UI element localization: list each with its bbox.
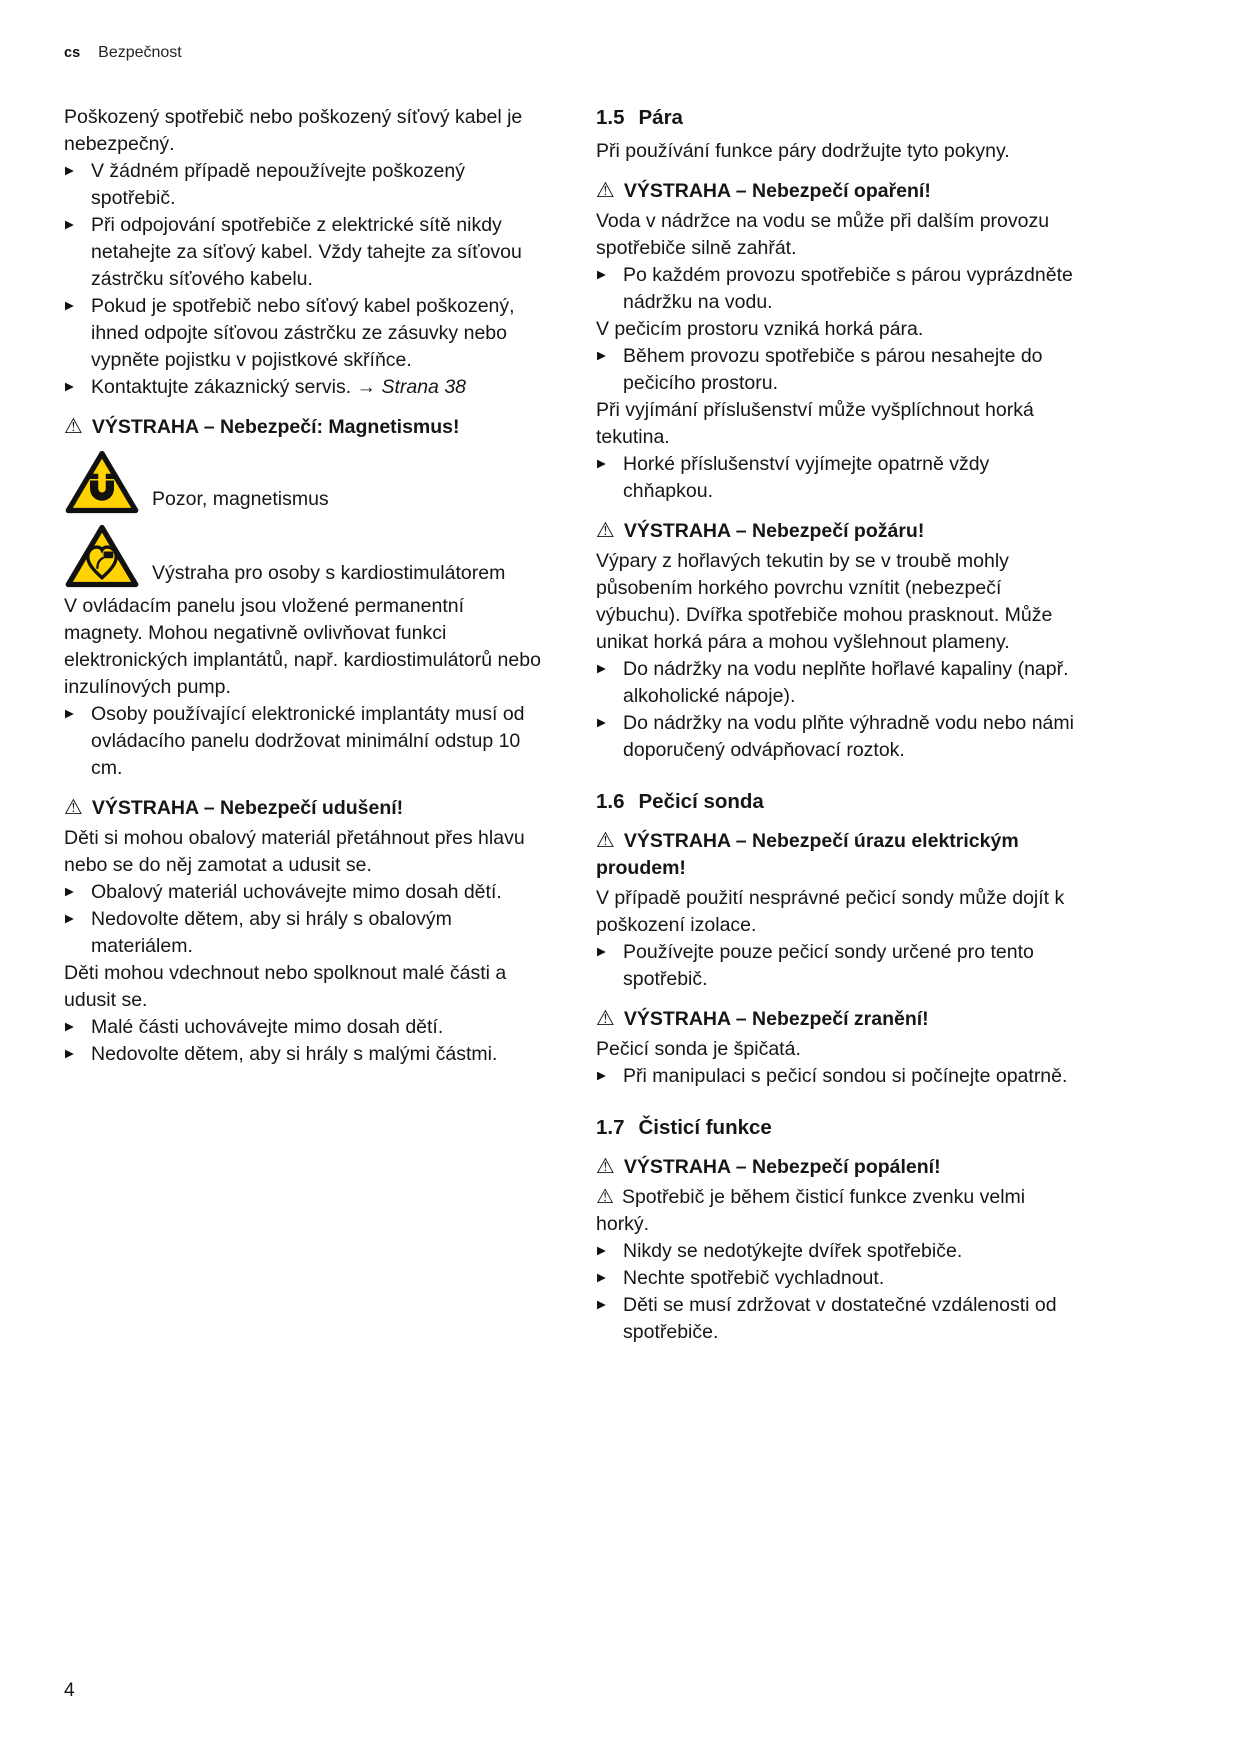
- magnet-figure: [64, 449, 544, 515]
- language-code: cs: [64, 45, 81, 61]
- paragraph-text: Spotřebič je během čisticí funkce zvenku velmi horký.: [596, 1186, 1026, 1235]
- list-item-text: Při odpojování spotřebiče z elektrické sítě nikdy netahejte za síťový kabel. Vždy tahejte za síťovou zástrčku síťového kabelu.: [91, 214, 522, 290]
- bullet-triangle-icon: ▶: [597, 1299, 606, 1311]
- paragraph-packaging: Děti si mohou obalový materiál přetáhnout přes hlavu nebo se do něj zamotat a udusit se.: [64, 827, 525, 876]
- list-item: [596, 1265, 1076, 1292]
- packaging-list: [64, 879, 544, 960]
- two-column-layout: [64, 104, 1176, 1346]
- list-item: [64, 906, 544, 960]
- section-number: 1.7: [596, 1116, 625, 1139]
- list-item-text: Používejte pouze pečicí sondy určené pro tento spotřebič.: [623, 941, 1034, 990]
- paragraph-hot-steam: V pečicím prostoru vzniká horká pára.: [596, 318, 924, 340]
- warning-title-text: VÝSTRAHA – Nebezpečí: Magnetismus!: [91, 416, 460, 438]
- list-item: [596, 656, 1076, 710]
- bullet-triangle-icon: ▶: [597, 350, 606, 362]
- section-title: Pečicí sonda: [638, 790, 764, 813]
- warning-triangle-icon: ⚠: [64, 415, 83, 438]
- list-item-text: Nedovolte dětem, aby si hrály s obalovým materiálem.: [91, 908, 452, 957]
- list-item: [596, 451, 1076, 505]
- warning-triangle-icon: ⚠: [596, 179, 615, 202]
- bullet-triangle-icon: ▶: [65, 165, 74, 177]
- warning-title-text: VÝSTRAHA – Nebezpečí zranění!: [623, 1008, 929, 1030]
- paragraph-steam-intro: Při používání funkce páry dodržujte tyto pokyny.: [596, 140, 1010, 162]
- list-item-text: Děti se musí zdržovat v dostatečné vzdálenosti od spotřebiče.: [623, 1294, 1057, 1343]
- scalding-list-1: [596, 262, 1076, 316]
- bullet-triangle-icon: ▶: [65, 708, 74, 720]
- list-item: [64, 293, 544, 374]
- small-parts-list: [64, 1014, 544, 1068]
- section-number: 1.5: [596, 106, 625, 129]
- warning-title-text: VÝSTRAHA – Nebezpečí úrazu elektrickým proudem!: [596, 830, 1019, 879]
- bullet-triangle-icon: ▶: [65, 219, 74, 231]
- page-reference: Strana 38: [381, 376, 467, 398]
- warning-triangle-icon: ⚠: [596, 519, 615, 542]
- section-heading-probe: [596, 788, 1076, 815]
- warning-heading-injury: [596, 1005, 1076, 1033]
- warning-heading-burn: [596, 1153, 1076, 1181]
- bullet-triangle-icon: ▶: [597, 946, 606, 958]
- list-item-text: [91, 376, 466, 398]
- list-item: [64, 701, 544, 782]
- warning-heading-fire: [596, 517, 1076, 545]
- warning-triangle-icon: ⚠: [596, 1155, 615, 1178]
- warning-heading-electric-shock: [596, 827, 1076, 882]
- warning-triangle-icon: ⚠: [596, 1007, 615, 1030]
- paragraph-wrong-probe: V případě použití nesprávné pečicí sondy může dojít k poškození izolace.: [596, 887, 1065, 936]
- bullet-triangle-icon: ▶: [65, 1048, 74, 1060]
- list-item: [596, 1238, 1076, 1265]
- magnet-warning-icon: [64, 449, 140, 515]
- list-item-text: V žádném případě nepoužívejte poškozený spotřebič.: [91, 160, 465, 209]
- section-title: Pára: [638, 106, 683, 129]
- electric-list: [596, 939, 1076, 993]
- bullet-triangle-icon: ▶: [597, 269, 606, 281]
- list-item: [596, 343, 1076, 397]
- warning-title-text: VÝSTRAHA – Nebezpečí opaření!: [623, 180, 931, 202]
- list-item: [596, 939, 1076, 993]
- bullet-triangle-icon: ▶: [65, 300, 74, 312]
- page-header: [64, 44, 1176, 62]
- hot-surface-icon: ⚠: [596, 1186, 614, 1208]
- right-column: [596, 104, 1076, 1346]
- list-item-text: Obalový materiál uchovávejte mimo dosah dětí.: [91, 881, 502, 903]
- list-item-text: Do nádržky na vodu plňte výhradně vodu nebo námi doporučený odvápňovací roztok.: [623, 712, 1074, 761]
- list-item-text: Do nádržky na vodu neplňte hořlavé kapaliny (např. alkoholické nápoje).: [623, 658, 1069, 707]
- warning-title-text: VÝSTRAHA – Nebezpečí popálení!: [623, 1156, 941, 1178]
- list-item-text: Nedovolte dětem, aby si hrály s malými částmi.: [91, 1043, 498, 1065]
- scalding-list-2: [596, 343, 1076, 397]
- warning-title-text: VÝSTRAHA – Nebezpečí požáru!: [623, 520, 925, 542]
- list-item: [64, 879, 544, 906]
- left-column: [64, 104, 544, 1346]
- list-item: [596, 262, 1076, 316]
- paragraph-hot-exterior: [596, 1184, 1076, 1238]
- service-text: Kontaktujte zákaznický servis.: [91, 376, 352, 398]
- list-item: [64, 212, 544, 293]
- bullet-triangle-icon: ▶: [597, 1245, 606, 1257]
- paragraph-damaged-appliance: Poškozený spotřebič nebo poškozený síťový kabel je nebezpečný.: [64, 106, 523, 155]
- magnet-caption: Pozor, magnetismus: [152, 488, 329, 510]
- paragraph-probe-sharp: Pečicí sonda je špičatá.: [596, 1038, 801, 1060]
- warning-heading-suffocation: [64, 794, 544, 822]
- list-item: [64, 374, 544, 401]
- paragraph-small-parts: Děti mohou vdechnout nebo spolknout malé části a udusit se.: [64, 962, 507, 1011]
- section-number: 1.6: [596, 790, 625, 813]
- list-item-text: Nikdy se nedotýkejte dvířek spotřebiče.: [623, 1240, 963, 1262]
- damaged-appliance-list: [64, 158, 544, 401]
- pacemaker-caption: Výstraha pro osoby s kardiostimulátorem: [152, 562, 506, 584]
- list-item: [596, 1292, 1076, 1346]
- list-item-text: Horké příslušenství vyjímejte opatrně vždy chňapkou.: [623, 453, 990, 502]
- section-title: Čisticí funkce: [638, 1116, 772, 1139]
- bullet-triangle-icon: ▶: [597, 717, 606, 729]
- bullet-triangle-icon: ▶: [65, 1021, 74, 1033]
- list-item: [64, 158, 544, 212]
- section-heading-steam: [596, 104, 1076, 131]
- warning-title-text: VÝSTRAHA – Nebezpečí udušení!: [91, 797, 404, 819]
- chapter-title: Bezpečnost: [98, 44, 182, 61]
- list-item-text: Nechte spotřebič vychladnout.: [623, 1267, 885, 1289]
- list-item: [596, 1063, 1076, 1090]
- pacemaker-warning-icon: [64, 523, 140, 589]
- paragraph-fire: Výpary z hořlavých tekutin by se v troubě mohly působením horkého povrchu vznítit (nebezpečí výbuchu). Dvířka spotřebiče mohou prasknout. Může unikat horká pára a mohou vyšlehnout plameny.: [596, 550, 1053, 653]
- paragraph-magnets: V ovládacím panelu jsou vložené permanentní magnety. Mohou negativně ovlivňovat funkci elektronických implantátů, např. kardiostimulátorů nebo inzulínových pump.: [64, 595, 541, 698]
- bullet-triangle-icon: ▶: [597, 663, 606, 675]
- fire-list: [596, 656, 1076, 764]
- page-number: 4: [64, 1680, 75, 1701]
- pacemaker-figure: [64, 523, 544, 589]
- list-item-text: Během provozu spotřebiče s párou nesahejte do pečicího prostoru.: [623, 345, 1043, 394]
- list-item-text: Pokud je spotřebič nebo síťový kabel poškozený, ihned odpojte síťovou zástrčku ze zásuvky nebo vypněte pojistku v pojistkové skříňce.: [91, 295, 515, 371]
- warning-heading-magnetism: [64, 413, 544, 441]
- list-item: [64, 1014, 544, 1041]
- bullet-triangle-icon: ▶: [65, 886, 74, 898]
- paragraph-hot-liquid: Při vyjímání příslušenství může vyšplíchnout horká tekutina.: [596, 399, 1034, 448]
- list-item-text: Při manipulaci s pečicí sondou si počínejte opatrně.: [623, 1065, 1068, 1087]
- bullet-triangle-icon: ▶: [597, 1070, 606, 1082]
- list-item: [64, 1041, 544, 1068]
- list-item-text: Po každém provozu spotřebiče s párou vyprázdněte nádržku na vodu.: [623, 264, 1073, 313]
- scalding-list-3: [596, 451, 1076, 505]
- bullet-triangle-icon: ▶: [65, 381, 74, 393]
- bullet-triangle-icon: ▶: [597, 1272, 606, 1284]
- paragraph-water-tank: Voda v nádržce na vodu se může při dalším provozu spotřebiče silně zahřát.: [596, 210, 1050, 259]
- bullet-triangle-icon: ▶: [65, 913, 74, 925]
- warning-triangle-icon: ⚠: [64, 796, 83, 819]
- warning-heading-scalding: [596, 177, 1076, 205]
- list-item-text: Malé části uchovávejte mimo dosah dětí.: [91, 1016, 444, 1038]
- list-item: [596, 710, 1076, 764]
- burn-list: [596, 1238, 1076, 1346]
- warning-triangle-icon: ⚠: [596, 829, 615, 852]
- arrow-right-icon: →: [356, 376, 377, 398]
- bullet-triangle-icon: ▶: [597, 458, 606, 470]
- list-item-text: Osoby používající elektronické implantáty musí od ovládacího panelu dodržovat minimální odstup 10 cm.: [91, 703, 525, 779]
- magnetism-list: [64, 701, 544, 782]
- injury-list: [596, 1063, 1076, 1090]
- section-heading-cleaning: [596, 1114, 1076, 1141]
